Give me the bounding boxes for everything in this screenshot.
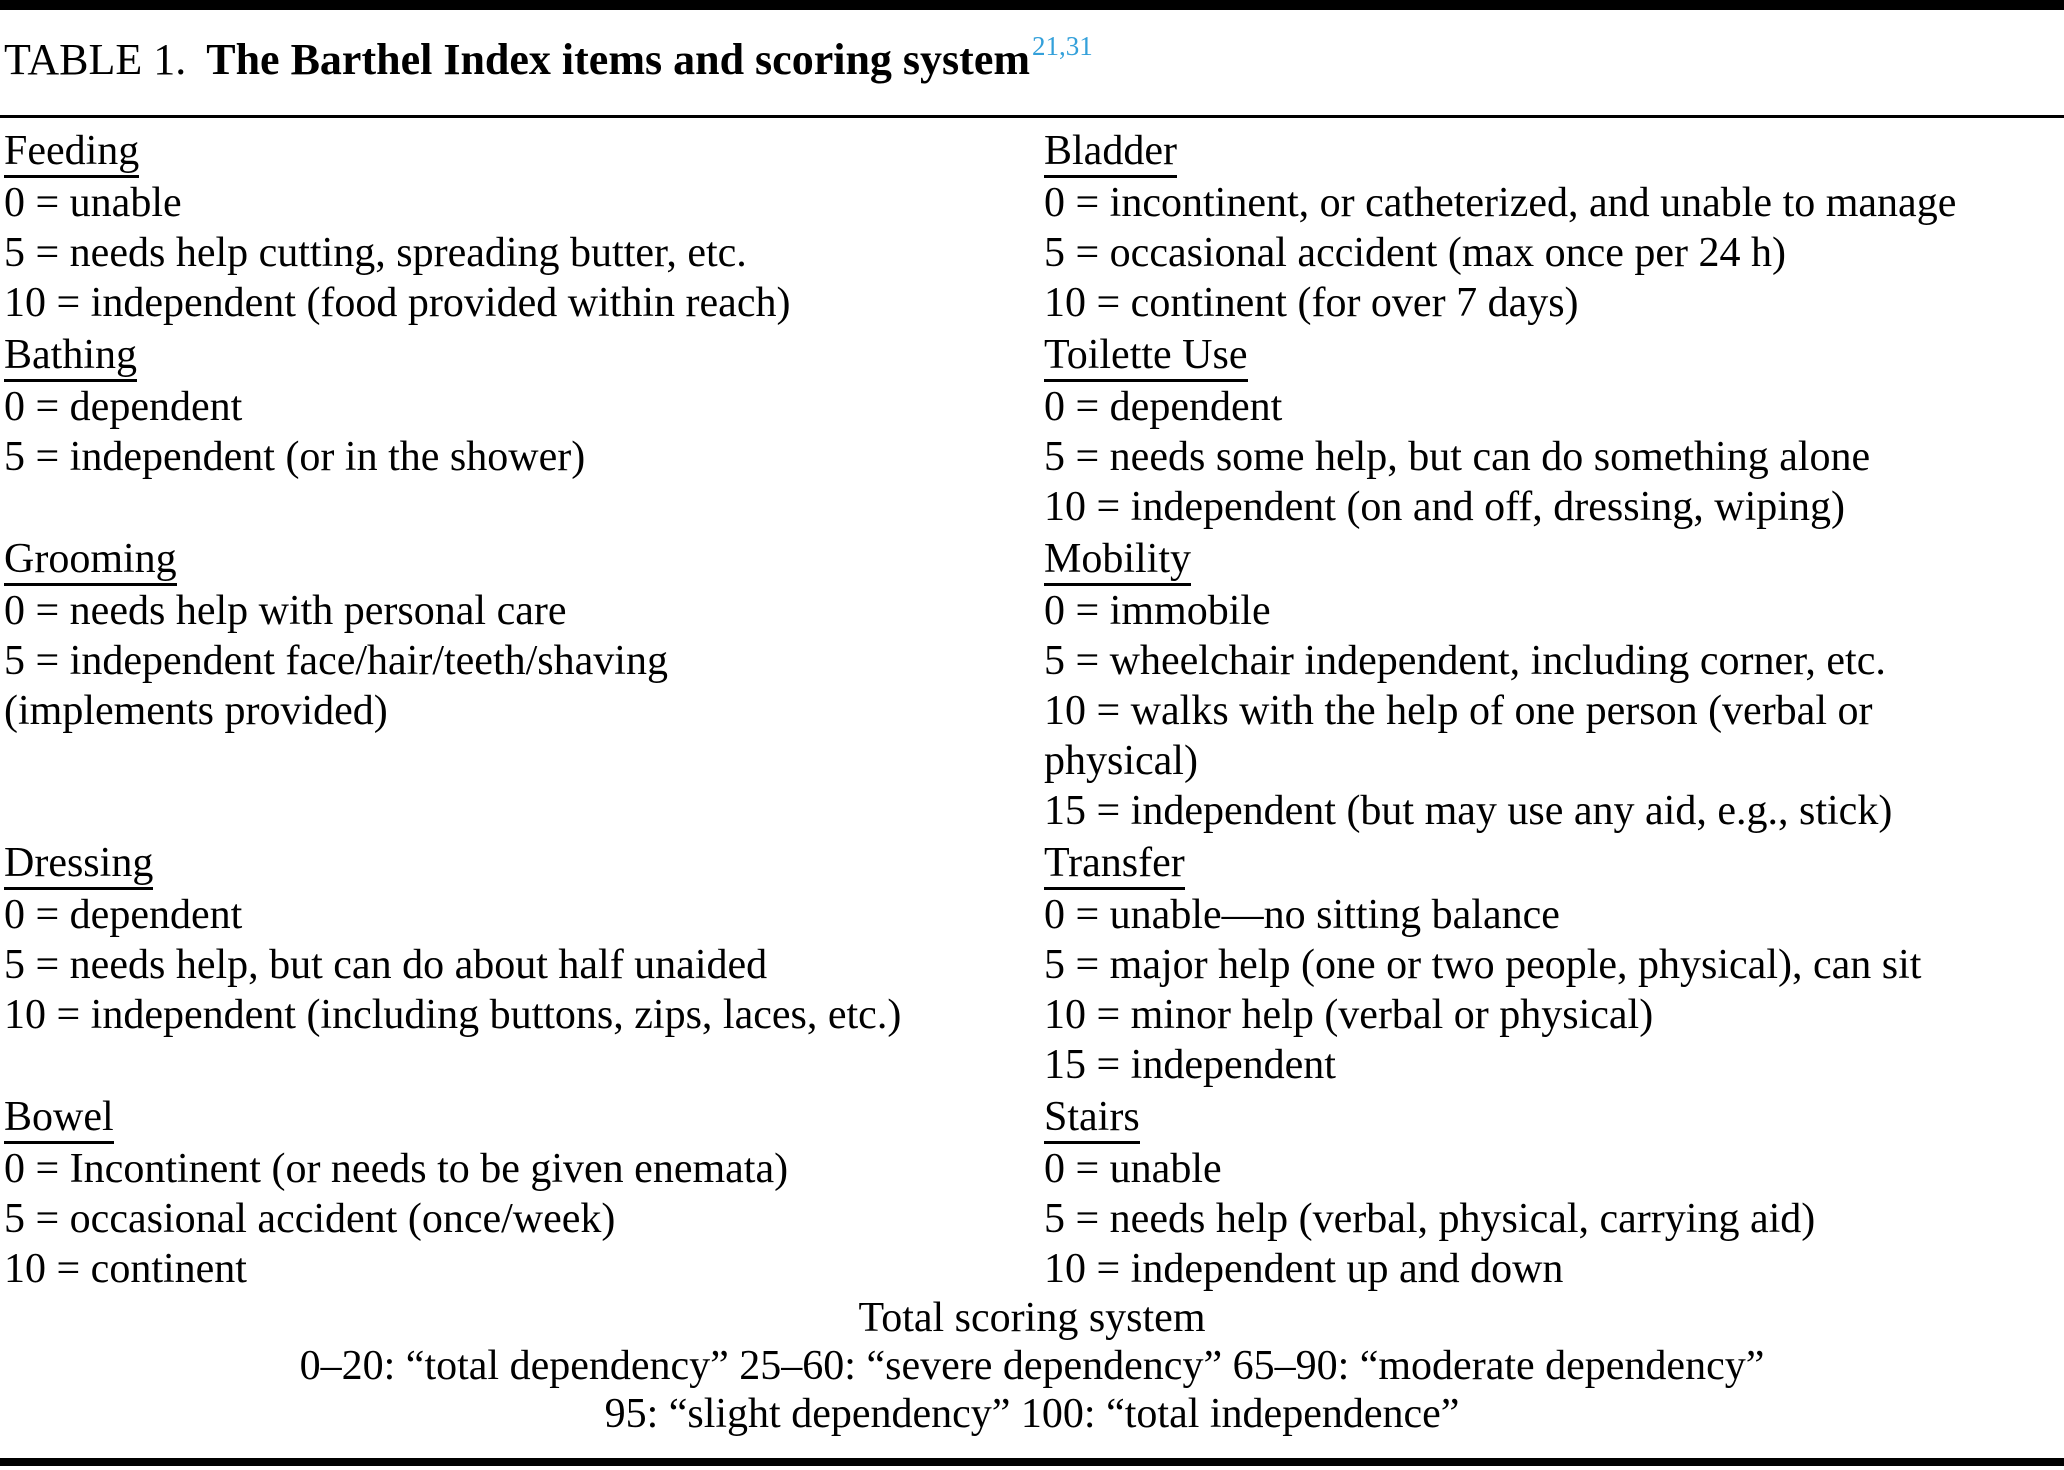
score-line: 10 = independent (including buttons, zips, laces, etc.) bbox=[4, 992, 902, 1038]
score-line: 15 = independent bbox=[1044, 1042, 1336, 1088]
score-line: 0 = incontinent, or catheterized, and unable to manage bbox=[1044, 180, 1957, 226]
section-header-dressing: Dressing bbox=[4, 840, 153, 890]
total-scoring-title: Total scoring system bbox=[858, 1295, 1206, 1341]
section-header-feeding: Feeding bbox=[4, 128, 139, 178]
score-line: 0 = dependent bbox=[1044, 384, 1283, 430]
table-number: TABLE 1. bbox=[4, 35, 187, 84]
score-line: 0 = dependent bbox=[4, 384, 243, 430]
section-toilette-use bbox=[1044, 332, 2058, 532]
score-line: 5 = needs help, but can do about half unaided bbox=[4, 942, 768, 988]
score-line: 5 = independent (or in the shower) bbox=[4, 434, 586, 480]
score-line-wrap: (implements provided) bbox=[4, 688, 388, 734]
score-line: 5 = wheelchair independent, including corner, etc. bbox=[1044, 638, 1886, 684]
score-line: 5 = occasional accident (once/week) bbox=[4, 1196, 616, 1242]
section-bathing bbox=[4, 332, 1018, 482]
section-header-toilette-use: Toilette Use bbox=[1044, 332, 1248, 382]
score-line: 0 = unable bbox=[4, 180, 182, 226]
barthel-table-body bbox=[0, 118, 2064, 1294]
score-line: 10 = independent (on and off, dressing, wiping) bbox=[1044, 484, 1845, 530]
reference-superscript: 21,31 bbox=[1032, 31, 1093, 61]
table-title: The Barthel Index items and scoring system bbox=[206, 35, 1031, 84]
score-line: 0 = needs help with personal care bbox=[4, 588, 567, 634]
score-line: 10 = continent bbox=[4, 1246, 247, 1292]
score-line: 10 = independent (food provided within reach) bbox=[4, 280, 791, 326]
bottom-rule-thick bbox=[0, 1458, 2064, 1466]
scoring-ranges-line-1: 0–20: “total dependency” 25–60: “severe dependency” 65–90: “moderate dependency” bbox=[299, 1343, 1765, 1389]
score-line: 5 = needs help (verbal, physical, carrying aid) bbox=[1044, 1196, 1816, 1242]
score-line: 5 = occasional accident (max once per 24 h) bbox=[1044, 230, 1787, 276]
section-stairs bbox=[1044, 1094, 2058, 1294]
section-header-grooming: Grooming bbox=[4, 536, 177, 586]
score-line: 0 = dependent bbox=[4, 892, 243, 938]
section-header-bowel: Bowel bbox=[4, 1094, 114, 1144]
score-line: 0 = unable bbox=[1044, 1146, 1222, 1192]
score-line: 5 = needs some help, but can do something alone bbox=[1044, 434, 1871, 480]
section-header-bladder: Bladder bbox=[1044, 128, 1177, 178]
section-bowel bbox=[4, 1094, 1018, 1294]
score-line-wrap: physical) bbox=[1044, 738, 1198, 784]
total-scoring-system bbox=[0, 1294, 2064, 1438]
score-line: 10 = walks with the help of one person (verbal or bbox=[1044, 688, 1873, 734]
section-transfer bbox=[1044, 840, 2058, 1090]
section-feeding bbox=[4, 128, 1018, 328]
section-header-bathing: Bathing bbox=[4, 332, 137, 382]
section-grooming bbox=[4, 536, 1018, 736]
section-mobility bbox=[1044, 536, 2058, 836]
section-header-transfer: Transfer bbox=[1044, 840, 1185, 890]
score-line: 5 = major help (one or two people, physical), can sit bbox=[1044, 942, 1922, 988]
score-line: 10 = minor help (verbal or physical) bbox=[1044, 992, 1654, 1038]
score-line: 0 = Incontinent (or needs to be given enemata) bbox=[4, 1146, 789, 1192]
table-caption bbox=[0, 10, 2064, 115]
score-line: 0 = unable—no sitting balance bbox=[1044, 892, 1560, 938]
score-line: 5 = needs help cutting, spreading butter, etc. bbox=[4, 230, 747, 276]
score-line: 5 = independent face/hair/teeth/shaving bbox=[4, 638, 668, 684]
score-line: 15 = independent (but may use any aid, e.g., stick) bbox=[1044, 788, 1893, 834]
top-rule-thick bbox=[0, 0, 2064, 10]
score-line: 0 = immobile bbox=[1044, 588, 1271, 634]
scoring-ranges-line-2: 95: “slight dependency” 100: “total independence” bbox=[604, 1391, 1460, 1437]
section-header-mobility: Mobility bbox=[1044, 536, 1191, 586]
section-bladder bbox=[1044, 128, 2058, 328]
section-header-stairs: Stairs bbox=[1044, 1094, 1140, 1144]
section-dressing bbox=[4, 840, 1018, 1040]
score-line: 10 = independent up and down bbox=[1044, 1246, 1564, 1292]
score-line: 10 = continent (for over 7 days) bbox=[1044, 280, 1579, 326]
